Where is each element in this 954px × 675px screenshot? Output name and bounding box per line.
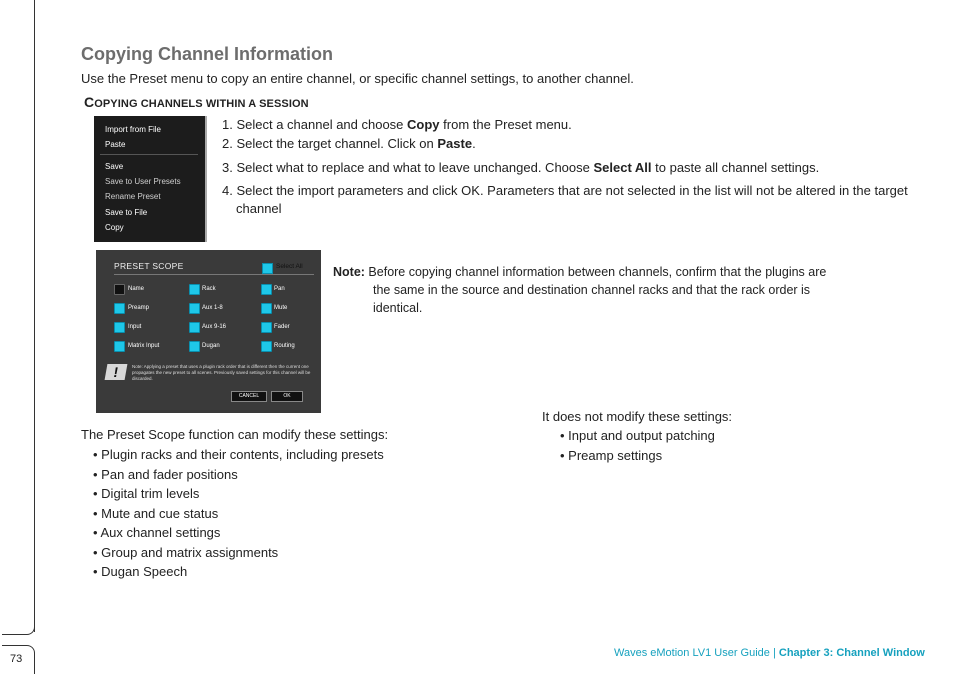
modify-heading: The Preset Scope function can modify these settings:: [81, 427, 389, 442]
preset-menu-screenshot: [94, 116, 207, 242]
checkbox-input[interactable]: [114, 322, 125, 333]
list-item: • Group and matrix assignments: [93, 544, 279, 560]
page-title: Copying Channel Information: [81, 44, 333, 64]
ok-button[interactable]: OK: [271, 391, 303, 402]
note-paragraph: [333, 263, 893, 317]
step-2: 2. Select the target channel. Click on Paste.: [222, 136, 476, 151]
checkbox-pan[interactable]: [261, 284, 272, 295]
menu-item-rename-preset[interactable]: Rename Preset: [105, 192, 161, 201]
warning-icon: !: [105, 364, 128, 380]
note-label: Note:: [333, 265, 365, 279]
note-line-2: the same in the source and destination channel racks and that the rack order is: [373, 283, 811, 297]
checkbox-mute[interactable]: [261, 303, 272, 314]
menu-item-import-from-file[interactable]: Import from File: [105, 125, 162, 134]
checkbox-label: Dugan: [202, 343, 220, 349]
checkbox-matrix-input[interactable]: [114, 341, 125, 352]
list-item: • Dugan Speech: [93, 564, 188, 579]
checkbox-name[interactable]: [114, 284, 125, 295]
select-all-label: Select All: [276, 263, 303, 270]
not-modify-list: [560, 428, 715, 468]
list-item: • Plugin racks and their contents, including presets: [93, 447, 384, 462]
list-item: • Aux channel settings: [93, 525, 221, 540]
checkbox-fader[interactable]: [261, 322, 272, 333]
page-number: 73: [10, 653, 23, 665]
checkbox-aux-1-8[interactable]: [189, 303, 200, 314]
list-item: • Preamp settings: [560, 448, 663, 463]
checkbox-label: Rack: [202, 286, 216, 292]
step-3: 3. Select what to replace and what to leave unchanged. Choose Select All to paste all channel settings.: [222, 160, 820, 175]
checkbox-label: Matrix Input: [128, 343, 160, 349]
checkbox-dugan[interactable]: [189, 341, 200, 352]
list-item: • Pan and fader positions: [93, 466, 238, 482]
intro-text: Use the Preset menu to copy an entire channel, or specific channel settings, to another channel.: [81, 71, 634, 86]
checkbox-rack[interactable]: [189, 284, 200, 295]
menu-item-copy[interactable]: Copy: [105, 223, 124, 232]
step-1: 1. Select a channel and choose Copy from the Preset menu.: [222, 117, 572, 132]
preset-scope-title: PRESET SCOPE: [114, 261, 184, 271]
list-item: • Digital trim levels: [93, 486, 200, 501]
note-line-1: Before copying channel information between channels, confirm that the plugins are: [364, 265, 827, 279]
step-4: 4. Select the import parameters and click OK. Parameters that are not selected in the list will not be altered in the target channel: [222, 183, 908, 216]
checkbox-label: Aux 1-8: [202, 305, 223, 311]
section-heading-rest: OPYING CHANNELS WITHIN A SESSION: [94, 98, 309, 110]
checkbox-label: Aux 9-16: [202, 324, 227, 330]
checkbox-routing[interactable]: [261, 341, 272, 352]
page-footer: [614, 647, 925, 659]
modify-list: [93, 447, 384, 584]
list-item: • Mute and cue status: [93, 505, 219, 521]
checkbox-aux-9-16[interactable]: [189, 322, 200, 333]
margin-curve: [2, 612, 35, 635]
checkbox-label: Input: [128, 324, 142, 330]
preset-scope-screenshot: [96, 250, 321, 413]
menu-separator: [100, 154, 198, 155]
list-item: • Input and output patching: [560, 428, 715, 443]
warning-text: Note: Applying a preset that uses a plugin rack order that is different then the current one propagates the new preset to all scenes. Previously saved settings for this channel will be discarded.: [132, 364, 311, 381]
preset-scope-divider: [114, 274, 314, 275]
footer-guide: Waves eMotion LV1 User Guide |: [614, 647, 779, 659]
margin-line: [34, 0, 35, 632]
checkbox-label: Preamp: [128, 305, 150, 311]
menu-item-save-to-user-presets[interactable]: Save to User Presets: [105, 177, 181, 186]
menu-item-paste[interactable]: Paste: [105, 140, 126, 149]
menu-item-save-to-file[interactable]: Save to File: [105, 208, 148, 217]
not-modify-heading: It does not modify these settings:: [542, 409, 733, 424]
checkbox-preamp[interactable]: [114, 303, 125, 314]
checkbox-label: Pan: [274, 286, 285, 292]
note-line-3: identical.: [373, 301, 423, 315]
checkbox-label: Name: [128, 286, 145, 292]
section-heading: [84, 94, 309, 110]
checkbox-select-all[interactable]: [262, 263, 273, 274]
checkbox-label: Routing: [274, 343, 295, 349]
menu-item-save[interactable]: Save: [105, 162, 124, 171]
section-heading-initial: C: [84, 94, 95, 110]
footer-chapter: Chapter 3: Channel Window: [778, 647, 925, 659]
checkbox-label: Fader: [274, 324, 290, 330]
cancel-button[interactable]: CANCEL: [231, 391, 267, 402]
checkbox-label: Mute: [274, 305, 288, 311]
